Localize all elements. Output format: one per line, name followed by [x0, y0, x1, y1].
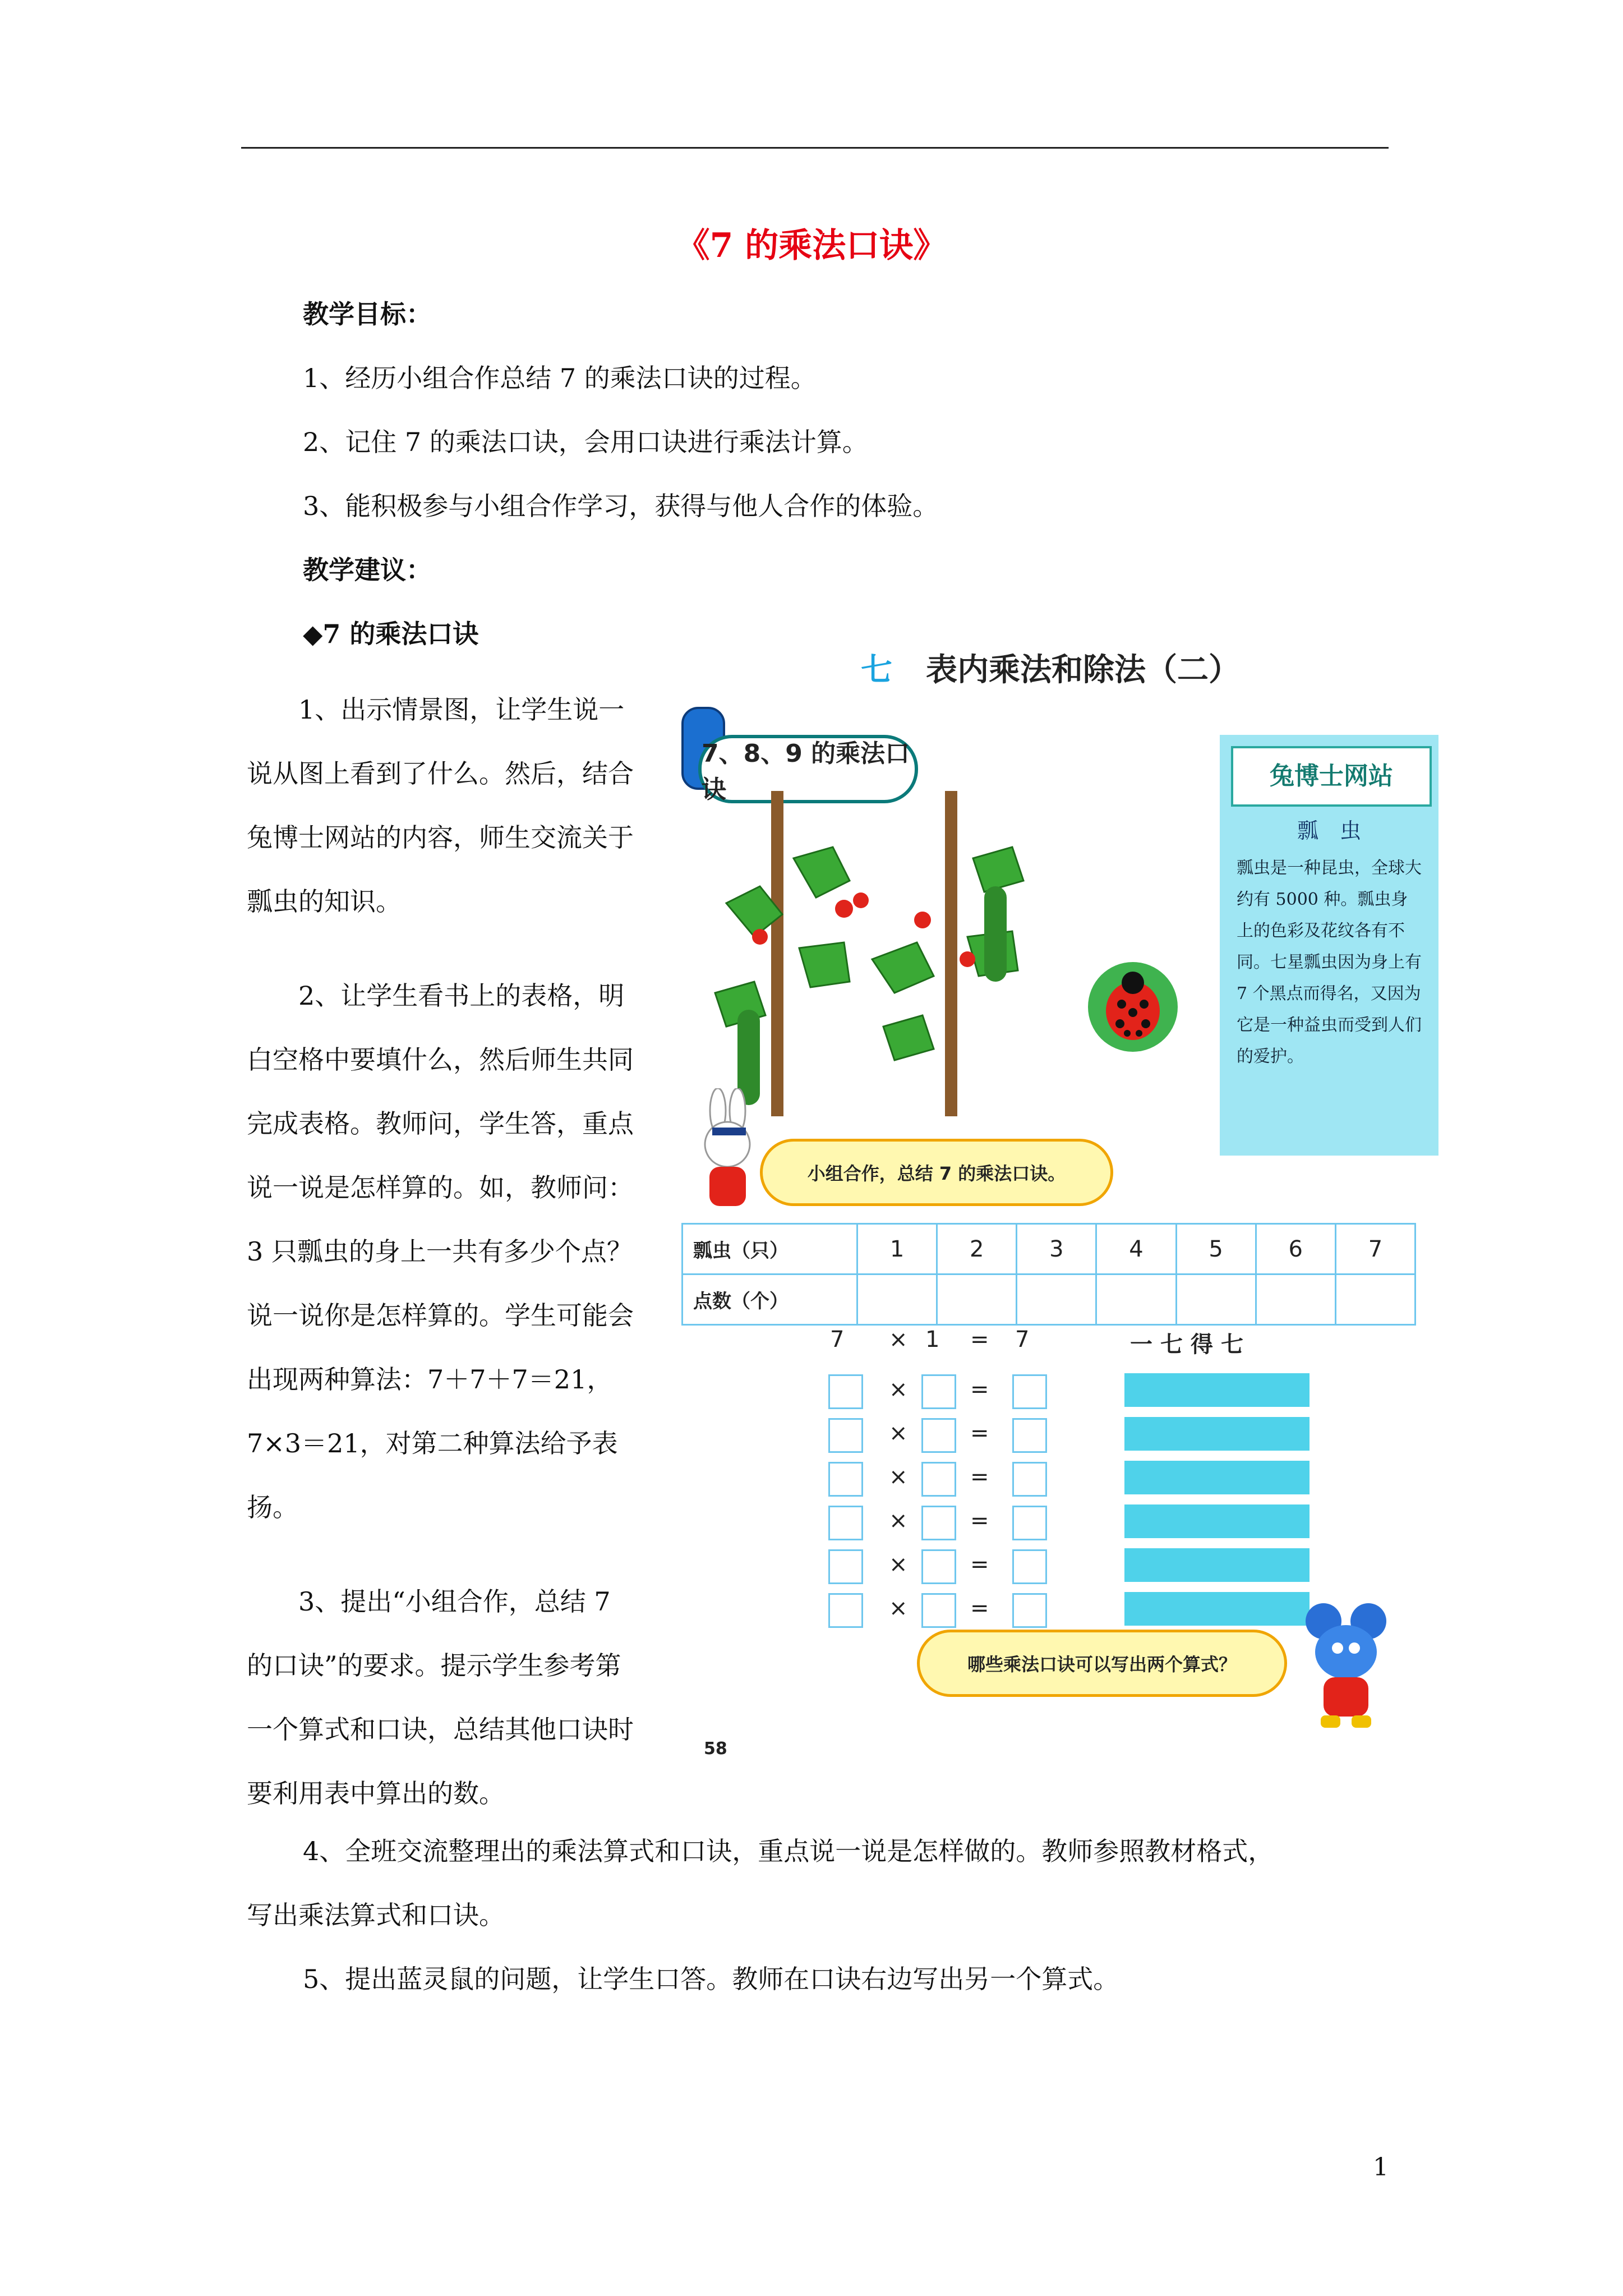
table-cell: 5 — [1176, 1224, 1256, 1274]
blank-box — [1012, 1374, 1047, 1409]
chapter-title: 表内乘法和除法（二） — [926, 652, 1240, 688]
blank-box — [921, 1462, 956, 1497]
ladybug-icon — [1085, 959, 1181, 1055]
step-2: 2、让学生看书上的表格，明白空格中要填什么，然后师生共同完成表格。教师问，学生答，重点说一说是怎样算的。如，教师问：3 只瓢虫的身上一共有多少个点？说一说你是怎样算的。学生可能会出现两种算法：7＋7＋7＝21，7×3＝21，对第二种算法给予表扬。 — [247, 981, 634, 1522]
table-row — [683, 1224, 1415, 1274]
eq-first-a: 7 — [830, 1327, 845, 1352]
heading-suggest: 教学建议： — [303, 555, 432, 585]
table-cell-empty — [1017, 1274, 1096, 1325]
header-rule — [241, 147, 1389, 149]
blank-box — [921, 1506, 956, 1540]
heading-goals: 教学目标： — [303, 299, 432, 329]
equals-sign: = — [970, 1464, 989, 1490]
times-sign: × — [889, 1464, 908, 1490]
blank-box — [921, 1374, 956, 1409]
table-cell-empty — [857, 1274, 937, 1325]
blank-box — [828, 1549, 863, 1584]
table-cell: 1 — [857, 1224, 937, 1274]
table-cell-empty — [1335, 1274, 1415, 1325]
rhyme-blank — [1124, 1461, 1310, 1494]
row-label-ladybugs: 瓢虫（只） — [683, 1224, 857, 1274]
textbook-figure — [681, 623, 1441, 1789]
rhyme-blank — [1124, 1592, 1310, 1626]
website-text: 瓢虫是一种昆虫，全球大约有 5000 种。瓢虫身上的色彩及花纹各有不同。七星瓢虫因为身上有 7 个黑点而得名，又因为它是一种益虫而受到人们的爱护。 — [1237, 858, 1422, 1066]
table-cell: 7 — [1335, 1224, 1415, 1274]
times-sign: × — [889, 1377, 908, 1402]
table-cell-empty — [937, 1274, 1017, 1325]
eq-first-op: × — [889, 1327, 908, 1352]
tu-boshi-website-box — [1220, 735, 1438, 1156]
blank-box — [1012, 1549, 1047, 1584]
equals-sign: = — [970, 1552, 989, 1577]
section-heading: ◆7 的乘法口诀 — [303, 619, 479, 649]
goal-3: 3、能积极参与小组合作学习，获得与他人合作的体验。 — [303, 491, 939, 521]
blank-box — [921, 1418, 956, 1453]
page-title: 《7 的乘法口诀》 — [676, 226, 947, 265]
goal-2: 2、记住 7 的乘法口诀，会用口诀进行乘法计算。 — [303, 427, 868, 457]
table-cell-empty — [1176, 1274, 1256, 1325]
blank-box — [921, 1549, 956, 1584]
blank-box — [921, 1593, 956, 1628]
table-cell: 6 — [1256, 1224, 1335, 1274]
speech-bubble-rabbit: 小组合作，总结 7 的乘法口诀。 — [760, 1139, 1113, 1206]
textbook-page-number: 58 — [704, 1739, 727, 1759]
eq-first-eq: = — [970, 1327, 989, 1352]
row-label-dots: 点数（个） — [683, 1274, 857, 1325]
equals-sign: = — [970, 1377, 989, 1402]
step-3: 3、提出“小组合作，总结 7 的口诀”的要求。提示学生参考第一个算式和口诀，总结其他口诀时要利用表中算出的数。 — [247, 1586, 634, 1809]
step-1: 1、出示情景图，让学生说一说从图上看到了什么。然后，结合兔博士网站的内容，师生交流关于瓢虫的知识。 — [247, 694, 634, 917]
rhyme-blank — [1124, 1548, 1310, 1582]
goal-1: 1、经历小组合作总结 7 的乘法口诀的过程。 — [303, 363, 817, 393]
website-title: 兔博士网站 — [1231, 746, 1432, 807]
chapter-number: 七 — [861, 652, 892, 688]
blank-box — [828, 1593, 863, 1628]
blank-box — [1012, 1506, 1047, 1540]
equals-sign: = — [970, 1508, 989, 1534]
rabbit-mascot-icon — [693, 1088, 766, 1217]
eq-first-rhyme: 一七得七 — [1130, 1332, 1251, 1358]
eq-first-b: 1 — [925, 1327, 940, 1352]
times-sign: × — [889, 1508, 908, 1534]
blank-box — [1012, 1593, 1047, 1628]
times-sign: × — [889, 1552, 908, 1577]
rhyme-blank — [1124, 1504, 1310, 1538]
table-cell: 2 — [937, 1224, 1017, 1274]
times-sign: × — [889, 1595, 908, 1621]
table-row — [683, 1274, 1415, 1325]
table-cell: 3 — [1017, 1224, 1096, 1274]
table-cell-empty — [1256, 1274, 1335, 1325]
chapter-heading — [861, 645, 1240, 690]
step-4-line2: 写出乘法算式和口诀。 — [247, 1900, 505, 1930]
blank-box — [828, 1418, 863, 1453]
lesson-banner: 7、8、9 的乘法口诀 — [698, 735, 918, 803]
step-5: 5、提出蓝灵鼠的问题，让学生口答。教师在口诀右边写出另一个算式。 — [303, 1964, 1119, 1994]
rhyme-blank — [1124, 1373, 1310, 1407]
website-subtitle: 瓢 虫 — [1297, 818, 1361, 843]
blue-mouse-mascot-icon — [1298, 1599, 1394, 1733]
blank-box — [828, 1506, 863, 1540]
step-4-line1: 4、全班交流整理出的乘法算式和口诀，重点说一说是怎样做的。教师参照教材格式， — [303, 1836, 1274, 1866]
equals-sign: = — [970, 1595, 989, 1621]
page-number: 1 — [1373, 2153, 1389, 2182]
table-cell-empty — [1096, 1274, 1176, 1325]
blank-box — [828, 1462, 863, 1497]
blank-box — [1012, 1418, 1047, 1453]
speech-bubble-mouse: 哪些乘法口诀可以写出两个算式？ — [917, 1630, 1287, 1697]
blank-box — [828, 1374, 863, 1409]
equals-sign: = — [970, 1420, 989, 1446]
ladybug-dots-table — [681, 1223, 1416, 1326]
left-column — [247, 678, 639, 1825]
rhyme-blank — [1124, 1417, 1310, 1451]
blank-box — [1012, 1462, 1047, 1497]
eq-first-c: 7 — [1015, 1327, 1030, 1352]
times-sign: × — [889, 1420, 908, 1446]
table-cell: 4 — [1096, 1224, 1176, 1274]
